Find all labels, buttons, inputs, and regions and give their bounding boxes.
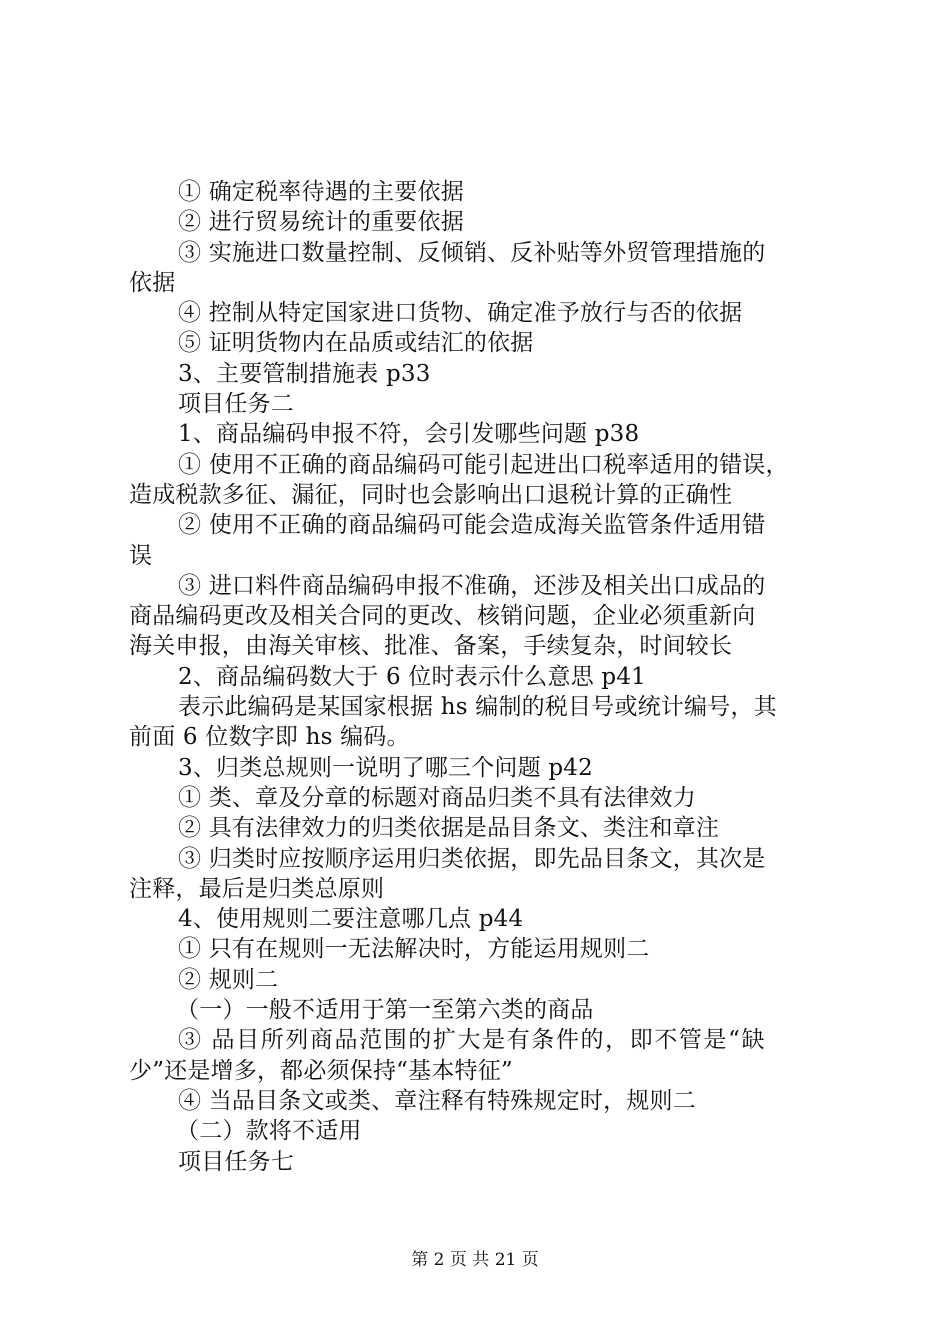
text-line: ③ 实施进口数量控制、反倾销、反补贴等外贸管理措施的 xyxy=(178,239,766,266)
text-line: 海关申报，由海关审核、批准、备案，手续复杂，时间较长 xyxy=(129,633,733,660)
text-line: ④ 控制从特定国家进口货物、确定准予放行与否的依据 xyxy=(178,300,743,327)
text-line: ③ 归类时应按顺序运用归类依据，即先品目条文，其次是 xyxy=(178,845,766,872)
text-line: ② 具有法律效力的归类依据是品目条文、类注和章注 xyxy=(178,815,720,842)
text-line: （一）一般不适用于第一至第六类的商品 xyxy=(176,997,594,1024)
text-line: ① 确定税率待遇的主要依据 xyxy=(178,179,464,205)
text-line: ① 只有在规则一无法解决时，方能运用规则二 xyxy=(178,936,650,963)
text-line: 误 xyxy=(129,542,153,569)
question-heading: 3、归类总规则一说明了哪三个问题 p42 xyxy=(178,754,593,781)
text-line: ② 规则二 xyxy=(178,966,279,993)
text-line: 商品编码更改及相关合同的更改、核销问题，企业必须重新向 xyxy=(129,603,756,630)
question-heading: 4、使用规则二要注意哪几点 p44 xyxy=(178,906,524,933)
question-heading: 2、商品编码数大于 6 位时表示什么意思 p41 xyxy=(178,663,646,690)
text-line: ② 使用不正确的商品编码可能会造成海关监管条件适用错 xyxy=(178,512,766,539)
text-line: 前面 6 位数字即 hs 编码。 xyxy=(129,724,410,751)
document-body xyxy=(129,177,835,1177)
question-heading: 1、商品编码申报不符，会引发哪些问题 p38 xyxy=(178,421,640,448)
text-line: 注释，最后是归类总原则 xyxy=(129,875,385,902)
text-line: 依据 xyxy=(129,269,176,296)
text-line: ③ 进口料件商品编码申报不准确，还涉及相关出口成品的 xyxy=(178,572,766,599)
text-line: ② 进行贸易统计的重要依据 xyxy=(178,209,464,236)
text-line: ① 类、章及分章的标题对商品归类不具有法律效力 xyxy=(178,784,696,811)
text-line: ⑤ 证明货物内在品质或结汇的依据 xyxy=(178,330,534,357)
text-line: ③ 品目所列商品范围的扩大是有条件的，即不管是“缺 xyxy=(178,1027,767,1054)
page-number-footer: 第 2 页 共 21 页 xyxy=(411,1250,539,1270)
section-heading: 3、主要管制措施表 p33 xyxy=(178,360,431,387)
section-heading: 项目任务二 xyxy=(178,391,294,418)
text-line: 少”还是增多，都必须保持“基本特征” xyxy=(129,1057,513,1084)
text-line: 造成税款多征、漏征，同时也会影响出口退税计算的正确性 xyxy=(129,481,733,508)
section-heading: 项目任务七 xyxy=(178,1148,294,1175)
text-line: （二）款将不适用 xyxy=(176,1118,362,1145)
text-line: ④ 当品目条文或类、章注释有特殊规定时，规则二 xyxy=(178,1087,696,1114)
text-line: 表示此编码是某国家根据 hs 编制的税目号或统计编号，其 xyxy=(178,694,777,721)
text-line: ① 使用不正确的商品编码可能引起进出口税率适用的错误， xyxy=(178,451,789,478)
